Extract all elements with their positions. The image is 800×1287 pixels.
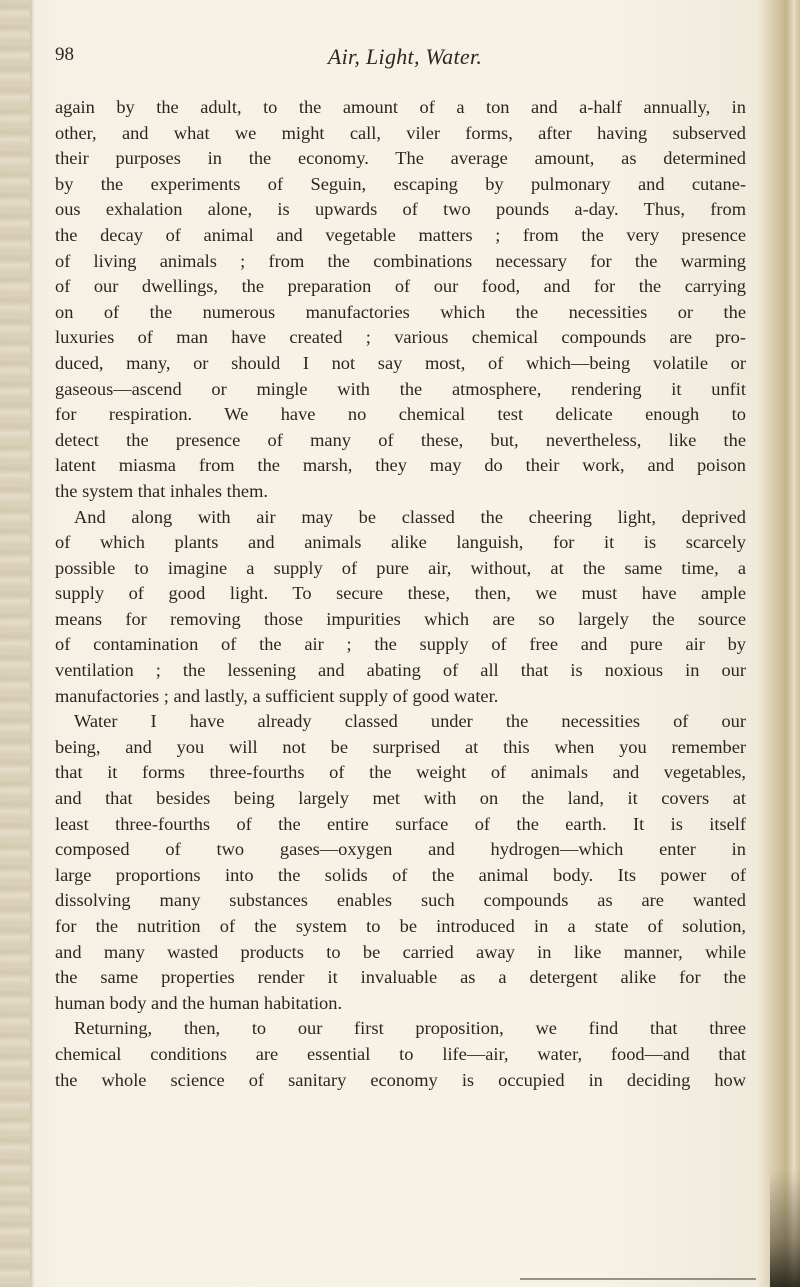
text-line: composed of two gases—oxygen and hydrogen—which enter in	[55, 839, 746, 860]
text-line: the same properties render it invaluable as a detergent alike for the	[55, 967, 746, 988]
text-line: human body and the human habitation.	[55, 992, 343, 1013]
page-edge-shadow	[770, 1170, 800, 1287]
text-line: chemical conditions are essential to life—air, water, food—and that	[55, 1043, 746, 1064]
text-line: by the experiments of Seguin, escaping by pulmonary and cutane-	[55, 173, 746, 194]
text-line: gaseous—ascend or mingle with the atmosphere, rendering it unfit	[55, 378, 746, 399]
text-line: for the nutrition of the system to be introduced in a state of solution,	[55, 916, 746, 936]
text-line: duced, many, or should I not say most, of which—being volatile or	[55, 352, 746, 373]
text-line: manufactories ; and lastly, a sufficient supply of good water.	[55, 685, 499, 706]
text-line: ous exhalation alone, is upwards of two pounds a-day. Thus, from	[55, 199, 746, 220]
text-line: on of the numerous manufactories which the necessities or the	[55, 301, 746, 322]
page-header	[55, 44, 755, 84]
text-line: of which plants and animals alike languish, for it is scarcely	[55, 532, 746, 553]
text-line: luxuries of man have created ; various chemical compounds are pro-	[55, 327, 746, 348]
text-line: detect the presence of many of these, but, nevertheless, like the	[55, 429, 746, 450]
binding-gutter	[0, 0, 34, 1287]
running-head: Air, Light, Water.	[327, 44, 483, 69]
paragraph-start: And along with air may be classed the cheering light, deprived	[74, 506, 746, 527]
text-line: means for removing those impurities which are so largely the source	[55, 608, 746, 629]
text-line: the whole science of sanitary economy is occupied in deciding how	[55, 1069, 746, 1090]
text-line: being, and you will not be surprised at this when you remember	[55, 736, 746, 757]
page-edge	[756, 0, 800, 1287]
text-line: that it forms three-fourths of the weight of animals and vegetables,	[55, 762, 746, 783]
text-line: the decay of animal and vegetable matters ; from the very presence	[55, 224, 746, 245]
text-line: and that besides being largely met with on the land, it covers at	[55, 788, 746, 809]
text-line: possible to imagine a supply of pure air, without, at the same time, a	[55, 557, 746, 578]
text-line: least three-fourths of the entire surface of the earth. It is itself	[55, 813, 746, 834]
text-line: ventilation ; the lessening and abating of all that is noxious in our	[55, 660, 746, 681]
text-line: again by the adult, to the amount of a ton and a-half annually, in	[55, 97, 746, 117]
text-line: their purposes in the economy. The average amount, as determined	[55, 148, 746, 169]
text-line: other, and what we might call, viler forms, after having subserved	[55, 122, 746, 143]
text-line: and many wasted products to be carried away in like manner, while	[55, 941, 746, 962]
text-line: of living animals ; from the combinations necessary for the warming	[55, 250, 746, 271]
paragraph-start: Water I have already classed under the necessities of our	[74, 711, 746, 732]
paragraph-start: Returning, then, to our first proposition, we find that three	[74, 1018, 746, 1039]
page-bottom-edge	[520, 1278, 756, 1280]
text-line: dissolving many substances enables such compounds as are wanted	[55, 890, 746, 911]
text-line: latent miasma from the marsh, they may do their work, and poison	[55, 455, 746, 476]
text-line: supply of good light. To secure these, then, we must have ample	[55, 583, 746, 604]
text-line: large proportions into the solids of the animal body. Its power of	[55, 864, 746, 885]
body-text	[55, 95, 746, 1093]
text-line: for respiration. We have no chemical test delicate enough to	[55, 404, 746, 425]
text-line: of contamination of the air ; the supply of free and pure air by	[55, 634, 746, 655]
text-line: the system that inhales them.	[55, 480, 268, 501]
text-line: of our dwellings, the preparation of our food, and for the carrying	[55, 276, 746, 297]
page-number: 98	[55, 44, 74, 65]
